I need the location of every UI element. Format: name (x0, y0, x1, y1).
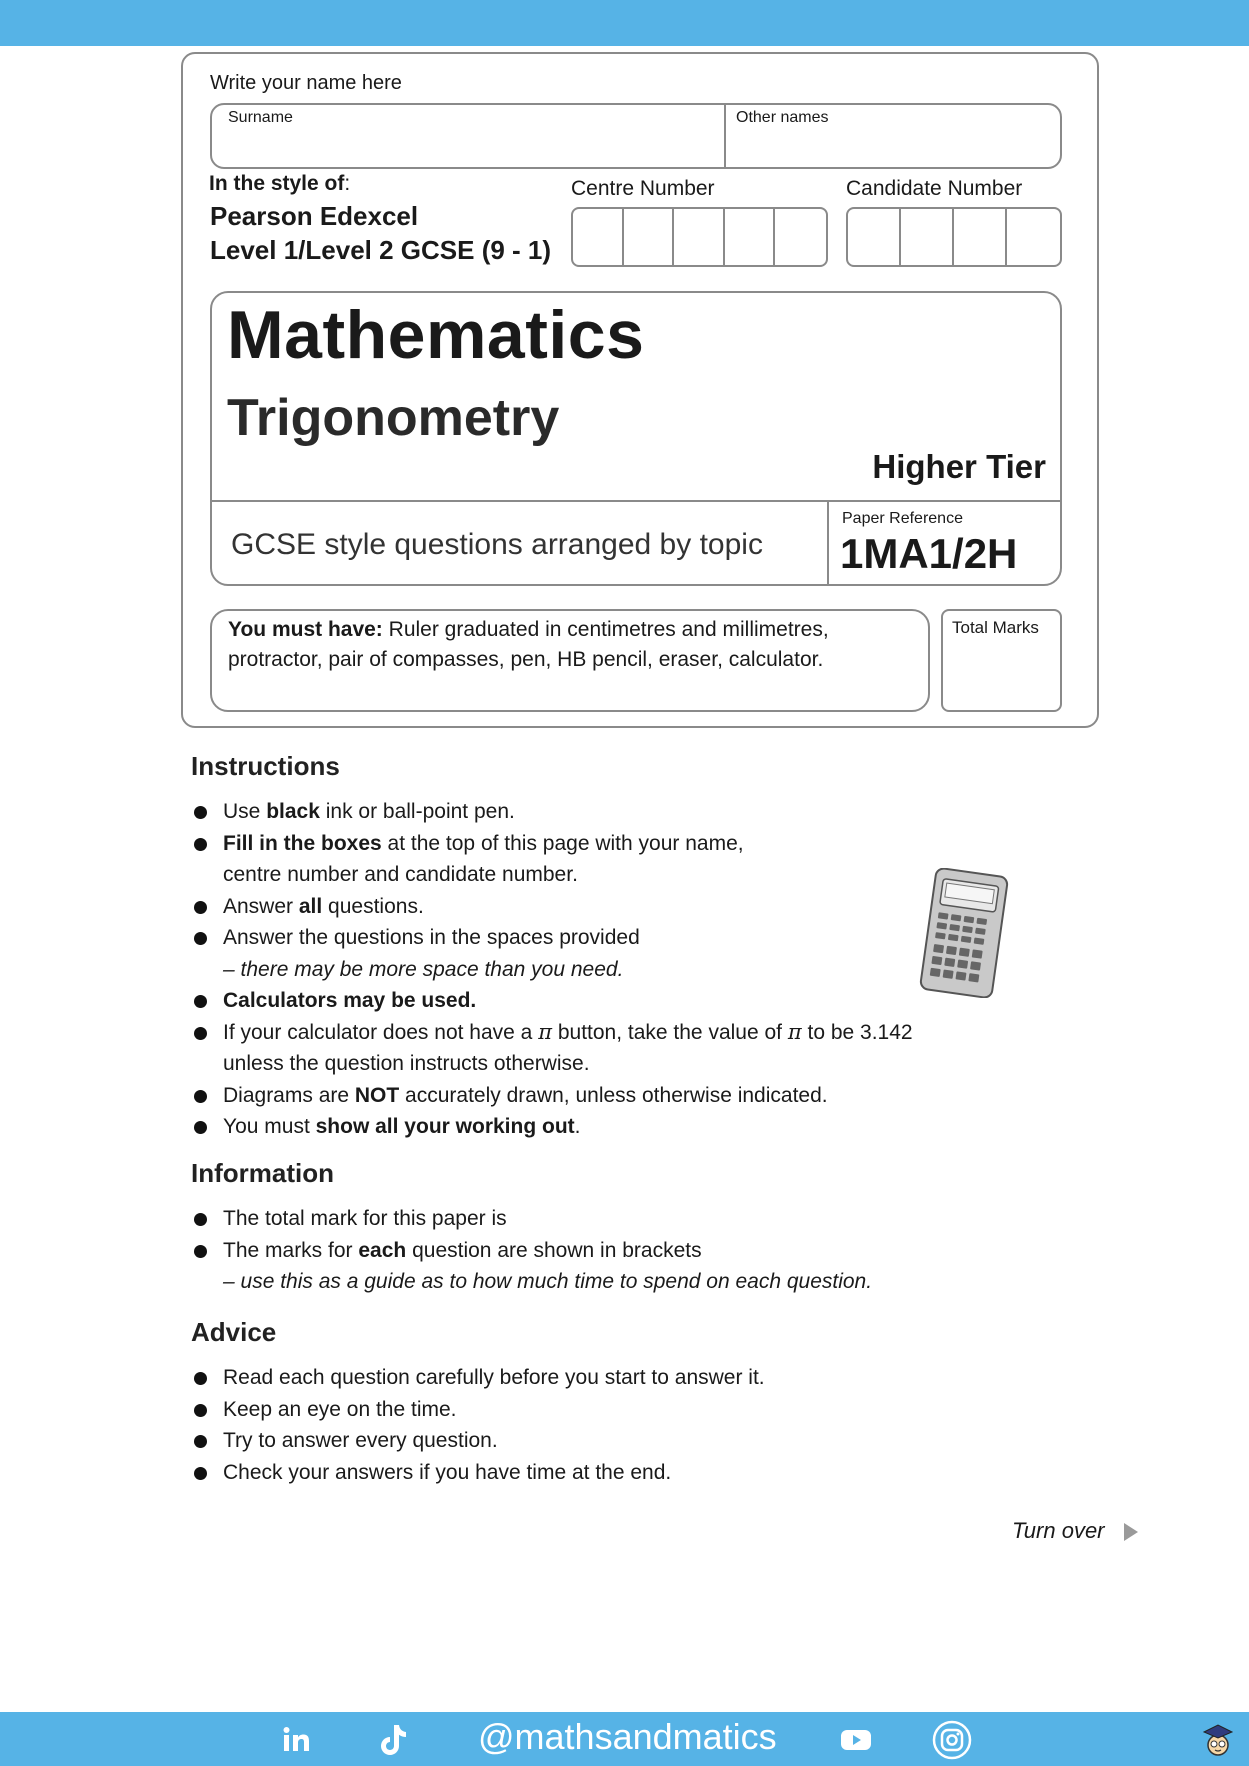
list-item: You must show all your working out. (191, 1111, 1031, 1143)
board-level: Level 1/Level 2 GCSE (9 - 1) (210, 235, 552, 265)
instagram-icon[interactable] (932, 1720, 972, 1760)
paper-reference: 1MA1/2H (840, 530, 1018, 577)
tier-label: Higher Tier (872, 448, 1046, 485)
turn-over-arrow-icon (1124, 1523, 1138, 1541)
candidate-number-boxes[interactable] (846, 207, 1062, 267)
list-item: If your calculator does not have a π button, take the value of π to be 3.142 unless the question instructs otherwise. (191, 1017, 1031, 1080)
write-name-label: Write your name here (210, 72, 402, 94)
candidate-number-cell[interactable] (954, 209, 1007, 265)
top-accent-bar (0, 0, 1249, 46)
advice-list (191, 1362, 1031, 1488)
linkedin-icon[interactable] (276, 1720, 316, 1760)
reference-divider (827, 500, 829, 584)
social-handle[interactable]: @mathsandmatics (478, 1716, 777, 1757)
list-item: Fill in the boxes at the top of this page with your name, centre number and candidate number. (191, 828, 1031, 891)
board-name: Pearson Edexcel (210, 201, 419, 231)
centre-number-cell[interactable] (573, 209, 624, 265)
mascot-logo (1198, 1720, 1238, 1760)
total-marks-label: Total Marks (952, 618, 1039, 637)
requirements-text: You must have: Ruler graduated in centimetres and millimetres, protractor, pair of compasses, pen, HB pencil, eraser, calculator. (228, 618, 829, 671)
exam-board (210, 199, 551, 267)
candidate-number-cell[interactable] (1007, 209, 1060, 265)
paper-reference-label: Paper Reference (842, 510, 963, 527)
paper-description: GCSE style questions arranged by topic (231, 528, 763, 561)
centre-number-label: Centre Number (571, 177, 715, 200)
information-list (191, 1203, 1031, 1298)
list-item: The marks for each question are shown in brackets – use this as a guide as to how much time to spend on each question. (191, 1235, 1031, 1298)
tiktok-icon[interactable] (372, 1720, 412, 1760)
centre-number-cell[interactable] (674, 209, 725, 265)
information-heading: Information (191, 1158, 334, 1188)
advice-heading: Advice (191, 1317, 277, 1347)
youtube-icon[interactable] (836, 1720, 876, 1760)
candidate-number-label: Candidate Number (846, 177, 1023, 200)
name-divider (724, 103, 726, 169)
list-item: Answer the questions in the spaces provided – there may be more space than you need. (191, 922, 1031, 985)
candidate-number-cell[interactable] (901, 209, 954, 265)
list-item: Diagrams are NOT accurately drawn, unless otherwise indicated. (191, 1080, 1031, 1112)
list-item: Try to answer every question. (191, 1425, 1031, 1457)
instructions-list (191, 796, 1031, 1143)
list-item: Keep an eye on the time. (191, 1394, 1031, 1426)
centre-number-cell[interactable] (775, 209, 826, 265)
title-divider (212, 500, 1060, 502)
list-item: Calculators may be used. (191, 985, 1031, 1017)
centre-number-cell[interactable] (624, 209, 675, 265)
list-item: Read each question carefully before you start to answer it. (191, 1362, 1031, 1394)
name-field-box[interactable] (210, 103, 1062, 169)
list-item: Use black ink or ball-point pen. (191, 796, 1031, 828)
subject-title: Mathematics (227, 297, 645, 373)
calculator-icon (918, 868, 1010, 998)
other-names-label: Other names (736, 109, 829, 126)
list-item: The total mark for this paper is (191, 1203, 1031, 1235)
centre-number-cell[interactable] (725, 209, 776, 265)
surname-label: Surname (228, 109, 293, 126)
topic-title: Trigonometry (227, 389, 560, 447)
centre-number-boxes[interactable] (571, 207, 828, 267)
candidate-number-cell[interactable] (848, 209, 901, 265)
style-of-label: In the style of: (209, 172, 351, 195)
list-item: Answer all questions. (191, 891, 1031, 923)
turn-over-label: Turn over (1012, 1518, 1105, 1543)
list-item: Check your answers if you have time at the end. (191, 1457, 1031, 1489)
instructions-heading: Instructions (191, 751, 340, 781)
